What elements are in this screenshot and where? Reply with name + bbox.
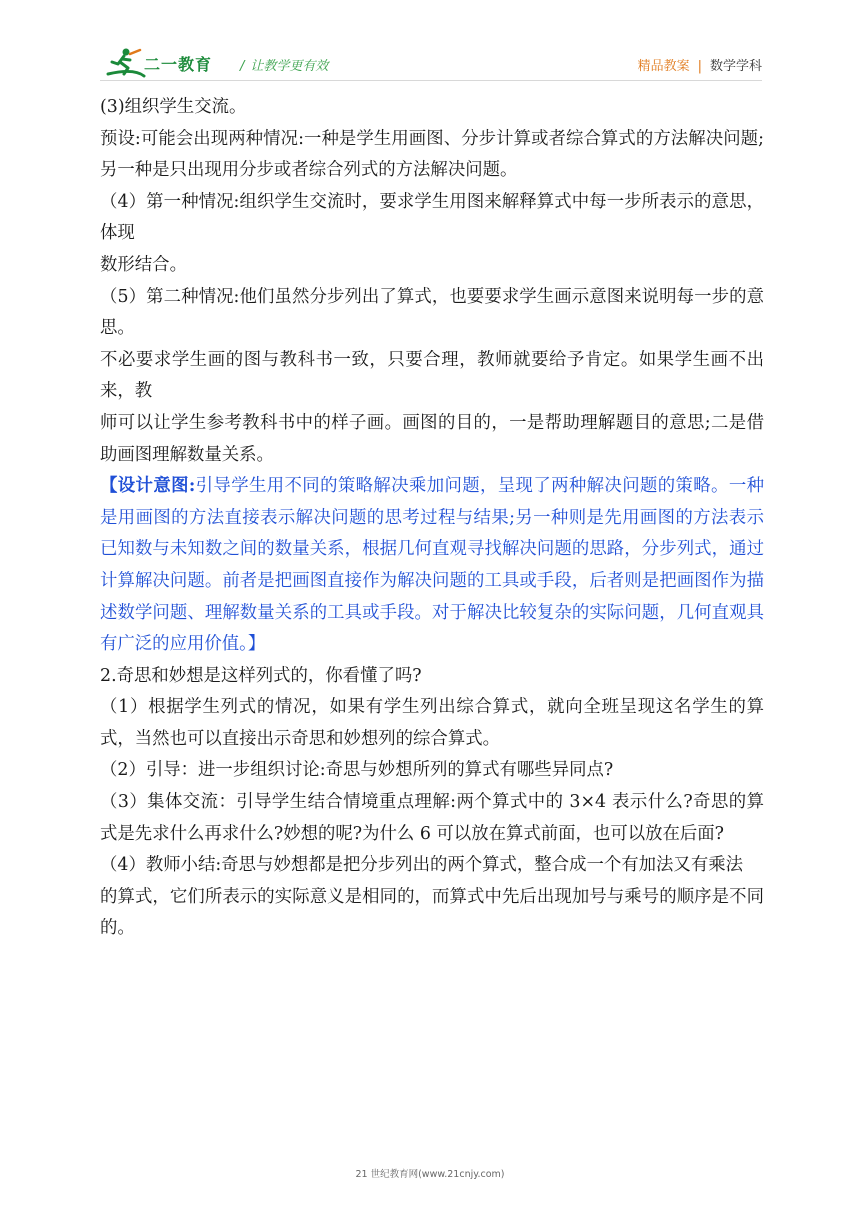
page-header [0,0,860,88]
slogan [240,55,328,74]
design-intent-text: 引导学生用不同的策略解决乘加问题，呈现了两种解决问题的策略。一种是用画图的方法直接表示解决问题的思考过程与结果;另一种则是先用画图的方法表示已知数与未知数之间的数量关系，根据几何直观寻找解决问题的思路，分步列式，通过计算解决问题。前者是把画图直接作为解决问题的工具或手段，后者则是把画图作为描述数学问题、理解数量关系的工具或手段。对于解决比较复杂的实际问题，几何直观具有广泛的应用价值。】 [100,476,764,655]
header-separator: | [697,59,702,74]
paragraph: （2）引导：进一步组织讨论:奇思与妙想所列的算式有哪些异同点? [100,760,614,781]
page-footer: 21 世纪教育网(www.21cnjy.com) [355,1169,505,1180]
paragraph: (3)组织学生交流。 [100,97,247,117]
question-heading: 2.奇思和妙想是这样列式的，你看懂了吗? [100,665,422,686]
design-intent-label: 【设计意图: [100,476,196,497]
slash-divider: / [240,59,245,74]
paragraph: 不必要求学生画的图与教科书一致，只要合理，教师就要给予肯定。如果学生画不出来，教 [100,349,764,402]
tag-label: 精品教案 [637,59,690,74]
paragraph: （4）教师小结:奇思与妙想都是把分步列出的两个算式，整合成一个有加法又有乘法 [100,855,743,876]
paragraph: （4）第一种情况:组织学生交流时，要求学生用图来解释算式中每一步所表示的意思，体现 [100,191,764,244]
paragraph: 预设:可能会出现两种情况:一种是学生用画图、分步计算或者综合算式的方法解决问题;另一种是只出现用分步或者综合列式的方法解决问题。 [100,128,764,181]
document-body [100,92,764,945]
header-right [638,55,762,74]
paragraph: 的算式，它们所表示的实际意义是相同的，而算式中先后出现加号与乘号的顺序是不同的。 [100,886,764,939]
paragraph: 数形结合。 [100,254,187,275]
paragraph: （3）集体交流：引导学生结合情境重点理解:两个算式中的 3×4 表示什么?奇思的算式是先求什么再求什么?妙想的呢?为什么 6 可以放在算式前面，也可以放在后面? [100,792,764,844]
slogan-text: 让教学更有效 [250,59,329,74]
subject-label: 数学学科 [709,59,762,74]
paragraph: （5）第二种情况:他们虽然分步列出了算式，也要要求学生画示意图来说明每一步的意思。 [100,286,764,339]
paragraph: （1）根据学生列式的情况，如果有学生列出综合算式，就向全班呈现这名学生的算式，当然也可以直接出示奇思和妙想列的综合算式。 [100,697,764,749]
header-divider [100,80,762,81]
logo-name: 二一教育 [144,55,213,74]
paragraph: 师可以让学生参考教科书中的样子画。画图的目的，一是帮助理解题目的意思;二是借助画图理解数量关系。 [100,412,764,465]
design-intent [100,471,764,661]
